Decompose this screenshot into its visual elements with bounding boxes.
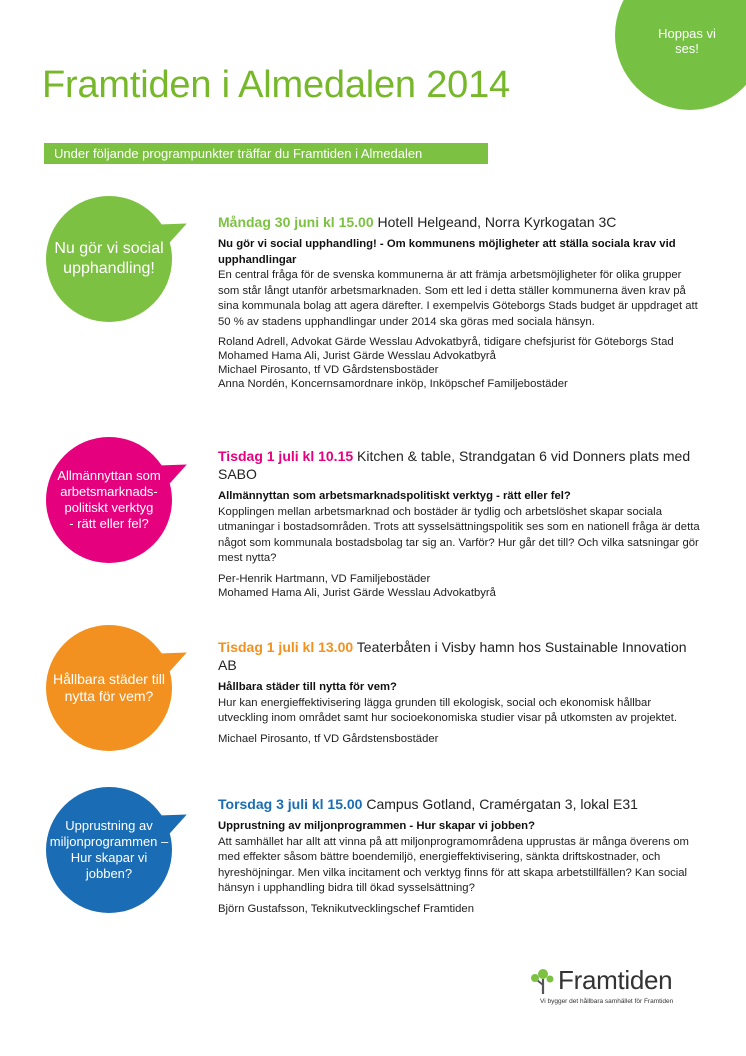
event-date: Tisdag 1 juli kl 13.00 — [218, 639, 354, 655]
event-place: Kitchen & table, Strandgatan 6 vid Donners plats med SABO — [218, 448, 691, 482]
event-description: Kopplingen mellan arbetsmarknad och bostäder är tydlig och arbetslöshet skapar sociala utmaningar i bostadsområden. Trots att sysselsättningspolitik ses som en nationell fråga är detta något som kommunala bostadsbolag tar sig an. Varför? Hur går det till? Och vilka satsningar gör mest nytta? — [218, 505, 700, 564]
event-topic: Hållbara städer till nytta för vem? — [218, 681, 397, 693]
speaker-list — [218, 335, 704, 391]
speech-bubble-social-procurement — [46, 196, 172, 322]
speaker-list — [218, 572, 704, 600]
speaker: Roland Adrell, Advokat Gärde Wesslau Advokatbyrå, tidigare chefsjurist för Göteborgs Stad — [218, 336, 674, 348]
bubble-text: Allmännyttan som arbetsmarknads- politiskt verktyg - rätt eller fel? — [57, 468, 161, 531]
event-date: Tisdag 1 juli kl 10.15 — [218, 448, 354, 464]
speech-bubble-million-programme — [46, 787, 172, 913]
event-block — [218, 638, 704, 746]
event-topic: Upprustning av miljonprogrammen - Hur skapar vi jobben? — [218, 820, 535, 832]
bubble-text: Nu gör vi social upphandling! — [54, 240, 164, 277]
speaker: Björn Gustafsson, Teknikutvecklingschef Framtiden — [218, 902, 474, 915]
speaker: Anna Nordén, Koncernsamordnare inköp, Inköpschef Familjebostäder — [218, 378, 568, 390]
speaker: Michael Pirosanto, tf VD Gårdstensbostäder — [218, 732, 439, 745]
logo-tagline: Vi bygger det hållbara samhället för Framtiden — [540, 998, 674, 1005]
bubble-text: Upprustning av miljonprogrammen – Hur skapar vi jobben? — [49, 818, 169, 881]
speaker: Mohamed Hama Ali, Jurist Gärde Wesslau Advokatbyrå — [218, 586, 496, 599]
event-description: Att samhället har allt att vinna på att miljonprogramområdena upprustas är många överens om med effekter såsom bättre boendemiljö, energieffektivisering, sänkta driftskostnader, och hyreshöjningar. Men vilka incitament och verktyg finns för att skapa arbetstillfällen? Kan social hänsyn i upphandling bidra till ökad sysselsättning? — [218, 835, 689, 894]
event-block — [218, 795, 704, 916]
event-place: Campus Gotland, Cramérgatan 3, lokal E31 — [366, 796, 638, 812]
event-place: Hotell Helgeand, Norra Kyrkogatan 3C — [377, 214, 617, 230]
bubble-text: Hållbara städer till nytta för vem? — [52, 671, 166, 704]
event-header — [218, 638, 704, 674]
speaker-list — [218, 902, 704, 916]
event-block — [218, 213, 704, 391]
speaker: Michael Pirosanto, tf VD Gårdstensbostäder — [218, 364, 439, 376]
event-header — [218, 447, 704, 483]
event-block — [218, 447, 704, 600]
speaker-list — [218, 732, 704, 746]
event-description: Hur kan energieffektivisering lägga grunden till ekologisk, social och ekonomisk hållbar utveckling inom området samt hur socioekonomiska studier visar på utkomsten av projektet. — [218, 696, 677, 724]
speaker: Per-Henrik Hartmann, VD Familjebostäder — [218, 572, 431, 585]
corner-text: Hoppas vi ses! — [658, 26, 716, 56]
speech-bubble-public-housing — [46, 437, 172, 563]
subtitle-banner: Under följande programpunkter träffar du Framtiden i Almedalen — [44, 143, 488, 164]
framtiden-logo — [530, 965, 710, 1005]
corner-circle-badge — [615, 0, 746, 110]
speech-bubble-sustainable-cities — [46, 625, 172, 751]
page-title: Framtiden i Almedalen 2014 — [42, 64, 510, 106]
speaker: Mohamed Hama Ali, Jurist Gärde Wesslau Advokatbyrå — [218, 350, 496, 362]
event-place: Teaterbåten i Visby hamn hos Sustainable Innovation AB — [218, 639, 687, 673]
event-date: Torsdag 3 juli kl 15.00 — [218, 796, 363, 812]
event-topic: Nu gör vi social upphandling! - Om kommunens möjligheter att ställa sociala krav vid upphandlingar — [218, 238, 676, 266]
event-header — [218, 213, 704, 231]
logo-row — [530, 965, 710, 996]
logo-name: Framtiden — [558, 965, 673, 995]
tree-sprout-icon — [530, 967, 556, 995]
event-topic: Allmännyttan som arbetsmarknadspolitiskt verktyg - rätt eller fel? — [218, 490, 571, 502]
event-header — [218, 795, 704, 813]
event-description: En central fråga för de svenska kommunerna är att främja arbetsmöjligheter för olika grupper som står långt utanför arbetsmarknaden. Som ett led i detta ställer kommunerna även krav på sina kommunala bolag att agera därefter. I exempelvis Göteborgs Stads budget är uppdraget att 50 % av stadens upphandlingar under 2014 ska göras med sociala hänsyn. — [218, 269, 698, 328]
event-date: Måndag 30 juni kl 15.00 — [218, 214, 374, 230]
